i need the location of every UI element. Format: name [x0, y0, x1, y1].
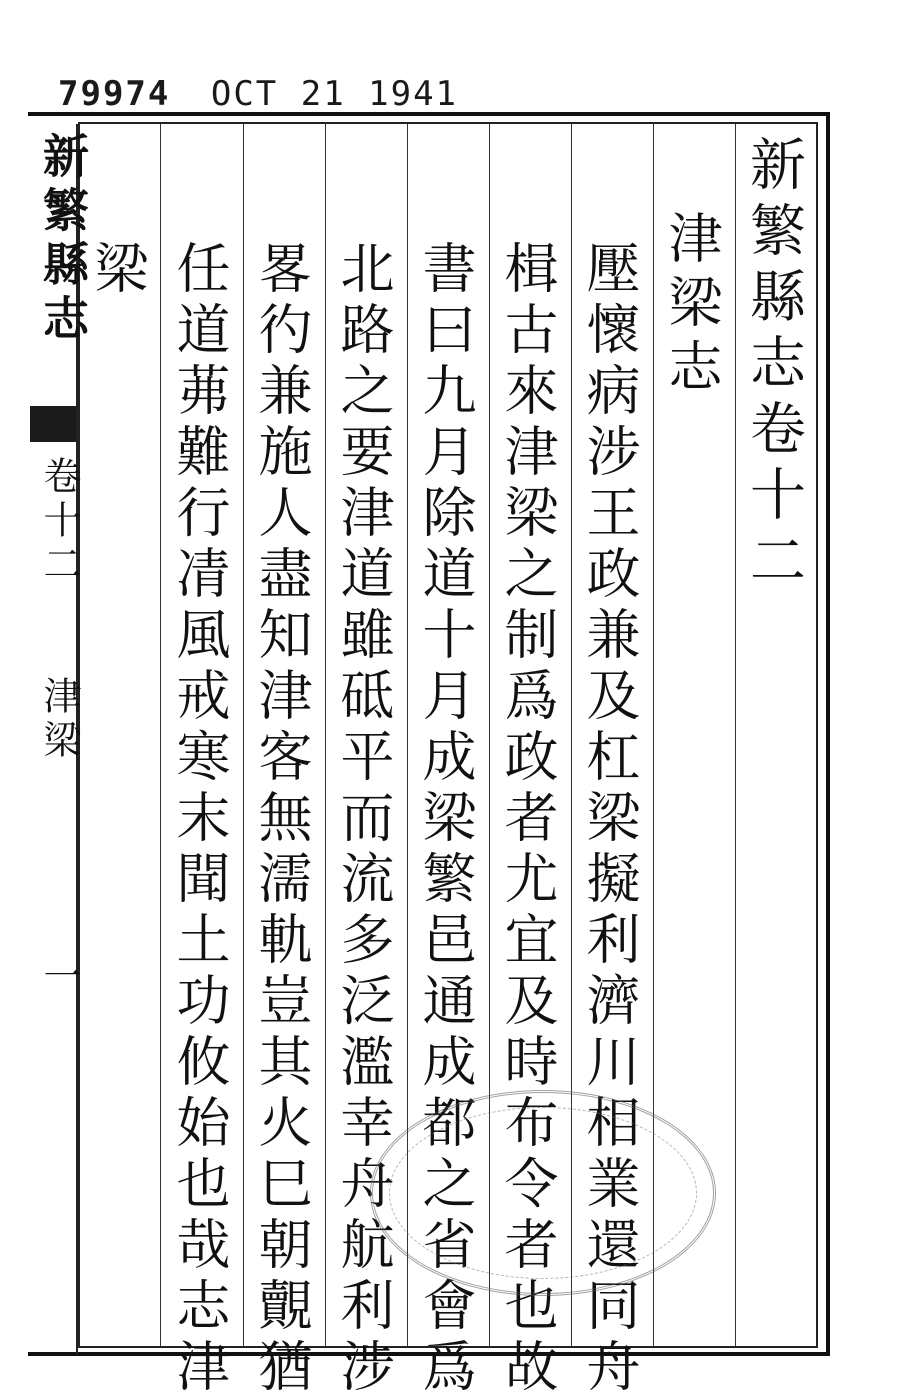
column-rule: [243, 124, 244, 1346]
text-column-6: 任道茀難行凊風戒寒末聞土功攸始也哉志津: [168, 240, 231, 1399]
fish-tail-block: [30, 406, 76, 442]
text-column-2: 楫古來津梁之制爲政者尤宜及時布令者也故: [496, 240, 559, 1399]
text-column-3: 書曰九月除道十月成梁繁邑通成都之省會爲: [414, 240, 477, 1399]
text-column-1: 壓懷病涉王政兼及杠梁擬利濟川相業還同舟: [578, 240, 641, 1399]
margin-section: 津梁: [37, 676, 81, 764]
column-rule: [325, 124, 326, 1346]
accession-number: 79974: [58, 74, 171, 114]
text-column-4: 北路之要津道雖砥平而流多泛濫幸舟航利涉: [332, 240, 395, 1399]
text-column-5: 畧彴兼施人盡知津客無濡軌豈其火巳朝覿猶: [250, 240, 313, 1399]
section-title: 津梁志: [660, 210, 723, 402]
library-seal: [370, 1090, 716, 1296]
margin-book-title: 新繁縣志: [36, 132, 90, 348]
volume-title: 新繁縣志卷十二: [741, 135, 806, 597]
column-rule: [735, 124, 736, 1346]
margin-volume: 卷十二: [37, 456, 81, 588]
column-rule: [160, 124, 161, 1346]
margin-page-number: 一: [37, 956, 81, 1000]
accession-date: OCT 21 1941: [210, 74, 459, 114]
accession-stamp: [58, 74, 458, 114]
text-column-7: 梁: [86, 240, 149, 304]
